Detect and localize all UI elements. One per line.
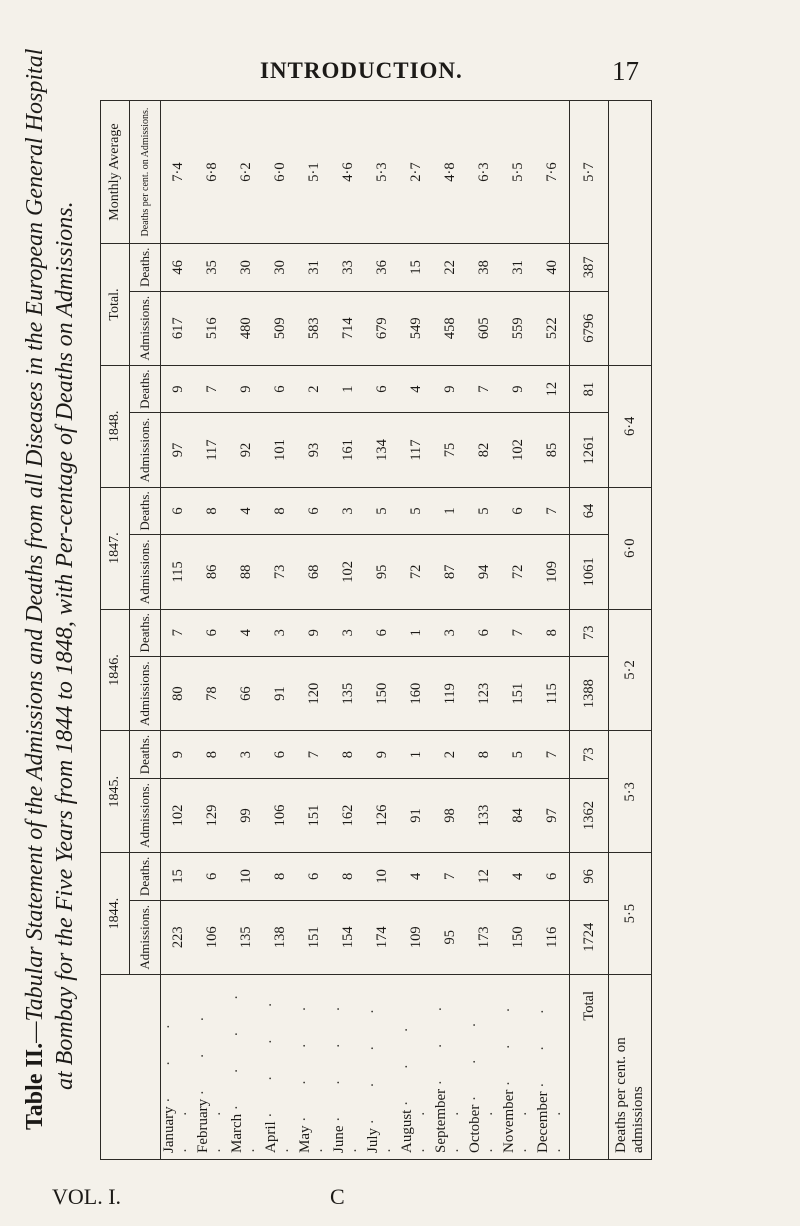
monthly-average-cell: 2·7 [399, 101, 433, 244]
table-label: Table II. [22, 1042, 48, 1130]
admissions-subheader: Admissions. [130, 900, 161, 974]
monthly-average-cell: 6·3 [467, 101, 501, 244]
deaths-1848-cell: 2 [297, 365, 331, 412]
deaths-1847-cell: 8 [195, 487, 229, 534]
monthly-average-total: 5·7 [570, 101, 609, 244]
percentage-1846: 5·2 [609, 609, 652, 731]
admissions-1846-total: 1388 [570, 656, 609, 730]
month-label [331, 975, 365, 1160]
deaths-1848-cell: 9 [229, 365, 263, 412]
leader-dots: · · · · · [467, 1008, 500, 1153]
admissions-subheader: Admissions. [130, 656, 161, 730]
admissions-1848-cell: 117 [195, 413, 229, 487]
deaths-1847-cell: 6 [501, 487, 535, 534]
admissions-1847-cell: 88 [229, 535, 263, 609]
admissions-1848-cell: 92 [229, 413, 263, 487]
admissions-1848-total: 1261 [570, 413, 609, 487]
deaths-1844-cell: 6 [297, 853, 331, 900]
admissions-1844-cell: 109 [399, 900, 433, 974]
admissions-1848-cell: 82 [467, 413, 501, 487]
deaths-1847-cell: 3 [331, 487, 365, 534]
table-row [467, 101, 501, 1160]
total-admissions-cell: 559 [501, 291, 535, 365]
percentage-row [609, 101, 652, 1160]
admissions-subheader: Admissions. [130, 778, 161, 852]
total-admissions-total: 6796 [570, 291, 609, 365]
deaths-1848-cell: 12 [535, 365, 570, 412]
deaths-1847-cell: 5 [399, 487, 433, 534]
admissions-1845-cell: 102 [161, 778, 196, 852]
month-column-header [101, 975, 161, 1160]
deaths-1847-cell: 4 [229, 487, 263, 534]
total-deaths-cell: 30 [229, 244, 263, 291]
footer-signature: C [330, 1184, 345, 1209]
leader-dots: · · · · · [433, 992, 466, 1153]
table-body [161, 101, 652, 1160]
deaths-subheader: Deaths. [130, 853, 161, 900]
admissions-1844-cell: 138 [263, 900, 297, 974]
deaths-1848-cell: 6 [365, 365, 399, 412]
deaths-1845-cell: 1 [399, 731, 433, 778]
admissions-1848-cell: 75 [433, 413, 467, 487]
leader-dots: · · · · · [535, 995, 568, 1153]
admissions-1846-cell: 135 [331, 656, 365, 730]
admissions-1845-cell: 133 [467, 778, 501, 852]
admissions-1846-cell: 66 [229, 656, 263, 730]
deaths-1846-cell: 6 [467, 609, 501, 656]
leader-dots: · · · · · [365, 995, 398, 1153]
monthly-average-cell: 7·4 [161, 101, 196, 244]
admissions-1847-cell: 95 [365, 535, 399, 609]
deaths-1846-cell: 7 [501, 609, 535, 656]
month-label [297, 975, 331, 1160]
leader-dots: · · · · · [229, 980, 262, 1153]
leader-dots: · · · · · [501, 993, 534, 1153]
leader-dots: · · · · · [195, 1002, 228, 1153]
table-row [331, 101, 365, 1160]
monthly-average-cell: 5·5 [501, 101, 535, 244]
deaths-1848-total: 81 [570, 365, 609, 412]
monthly-average-cell: 7·6 [535, 101, 570, 244]
deaths-1845-cell: 9 [365, 731, 399, 778]
table-caption [20, 30, 100, 1130]
total-admissions-cell: 458 [433, 291, 467, 365]
admissions-1847-cell: 72 [501, 535, 535, 609]
admissions-1847-cell: 94 [467, 535, 501, 609]
year-header: 1848. [101, 365, 130, 487]
admissions-1844-cell: 151 [297, 900, 331, 974]
admissions-subheader: Admissions. [130, 535, 161, 609]
total-deaths-cell: 30 [263, 244, 297, 291]
deaths-1845-cell: 8 [195, 731, 229, 778]
total-header: Total. [101, 244, 130, 366]
average-subheader: Deaths per cent. on Admissions. [130, 101, 161, 244]
deaths-1845-cell: 3 [229, 731, 263, 778]
month-name: November [501, 1089, 517, 1153]
deaths-1846-cell: 8 [535, 609, 570, 656]
admissions-1844-cell: 106 [195, 900, 229, 974]
percentage-label: Deaths per cent. on admissions [609, 975, 652, 1160]
rotated-table-wrapper [100, 100, 646, 1160]
total-admissions-cell: 583 [297, 291, 331, 365]
deaths-1848-cell: 1 [331, 365, 365, 412]
admissions-1848-cell: 134 [365, 413, 399, 487]
total-deaths-cell: 31 [297, 244, 331, 291]
admissions-1844-cell: 95 [433, 900, 467, 974]
deaths-subheader: Deaths. [130, 244, 161, 291]
admissions-1846-cell: 120 [297, 656, 331, 730]
admissions-1845-cell: 106 [263, 778, 297, 852]
deaths-1847-cell: 5 [467, 487, 501, 534]
admissions-1846-cell: 78 [195, 656, 229, 730]
table-row [229, 101, 263, 1160]
deaths-1848-cell: 9 [433, 365, 467, 412]
total-deaths-cell: 35 [195, 244, 229, 291]
admissions-1846-cell: 160 [399, 656, 433, 730]
table-row [433, 101, 467, 1160]
total-deaths-cell: 15 [399, 244, 433, 291]
admissions-1845-total: 1362 [570, 778, 609, 852]
year-header: 1845. [101, 731, 130, 853]
total-deaths-cell: 46 [161, 244, 196, 291]
deaths-1847-total: 64 [570, 487, 609, 534]
admissions-1844-cell: 150 [501, 900, 535, 974]
admissions-1848-cell: 102 [501, 413, 535, 487]
admissions-1845-cell: 151 [297, 778, 331, 852]
admissions-1847-cell: 109 [535, 535, 570, 609]
month-label [535, 975, 570, 1160]
table-row [399, 101, 433, 1160]
admissions-1845-cell: 98 [433, 778, 467, 852]
total-deaths-cell: 38 [467, 244, 501, 291]
total-admissions-cell: 480 [229, 291, 263, 365]
table-row [501, 101, 535, 1160]
admissions-1846-cell: 150 [365, 656, 399, 730]
month-name: June [331, 1125, 347, 1153]
running-title: INTRODUCTION. [260, 58, 463, 83]
table-row [535, 101, 570, 1160]
leader-dots: · · · · · [161, 1010, 194, 1153]
table-row [195, 101, 229, 1160]
total-admissions-cell: 617 [161, 291, 196, 365]
month-label [467, 975, 501, 1160]
month-name: October [467, 1104, 483, 1153]
admissions-1847-cell: 72 [399, 535, 433, 609]
admissions-1844-cell: 174 [365, 900, 399, 974]
month-label [365, 975, 399, 1160]
month-name: February [195, 1098, 211, 1153]
deaths-1846-cell: 3 [263, 609, 297, 656]
deaths-1845-cell: 5 [501, 731, 535, 778]
month-name: May [297, 1125, 313, 1153]
admissions-1844-total: 1724 [570, 900, 609, 974]
leader-dots: · · · · · [297, 992, 330, 1153]
deaths-1844-cell: 6 [195, 853, 229, 900]
deaths-1845-cell: 7 [297, 731, 331, 778]
admissions-1845-cell: 91 [399, 778, 433, 852]
total-deaths-cell: 31 [501, 244, 535, 291]
caption-line-1: —Tabular Statement of the Admissions and Deaths from all Diseases in the European General Hospital [22, 48, 48, 1043]
admissions-1847-cell: 68 [297, 535, 331, 609]
deaths-1848-cell: 6 [263, 365, 297, 412]
monthly-average-header: Monthly Average [101, 101, 130, 244]
deaths-1844-cell: 8 [331, 853, 365, 900]
admissions-1846-cell: 119 [433, 656, 467, 730]
deaths-1844-cell: 7 [433, 853, 467, 900]
admissions-1847-total: 1061 [570, 535, 609, 609]
total-admissions-cell: 516 [195, 291, 229, 365]
deaths-1846-cell: 1 [399, 609, 433, 656]
deaths-1848-cell: 4 [399, 365, 433, 412]
admissions-1847-cell: 115 [161, 535, 196, 609]
admissions-1848-cell: 97 [161, 413, 196, 487]
month-name: August [399, 1109, 415, 1153]
deaths-1847-cell: 6 [297, 487, 331, 534]
deaths-subheader: Deaths. [130, 609, 161, 656]
admissions-subheader: Admissions. [130, 413, 161, 487]
deaths-subheader: Deaths. [130, 487, 161, 534]
month-label [161, 975, 196, 1160]
monthly-average-cell: 4·6 [331, 101, 365, 244]
deaths-1844-cell: 6 [535, 853, 570, 900]
page-number: 17 [612, 56, 639, 86]
deaths-1846-cell: 4 [229, 609, 263, 656]
leader-dots: · · · · · [331, 992, 364, 1153]
month-label [195, 975, 229, 1160]
admissions-1848-cell: 101 [263, 413, 297, 487]
deaths-subheader: Deaths. [130, 731, 161, 778]
caption-line-2: at Bombay for the Five Years from 1844 to 1848, with Per-centage of Deaths on Admissions. [52, 201, 78, 1090]
admissions-1844-cell: 154 [331, 900, 365, 974]
admissions-1844-cell: 116 [535, 900, 570, 974]
monthly-average-cell: 5·3 [365, 101, 399, 244]
deaths-1844-cell: 8 [263, 853, 297, 900]
total-deaths-cell: 40 [535, 244, 570, 291]
month-name: April [263, 1121, 279, 1153]
leader-dots: · · · · · [263, 988, 296, 1153]
statistics-table [100, 100, 652, 1160]
deaths-1846-cell: 3 [331, 609, 365, 656]
monthly-average-cell: 6·0 [263, 101, 297, 244]
month-label [229, 975, 263, 1160]
deaths-1846-cell: 3 [433, 609, 467, 656]
percentage-1844: 5·5 [609, 853, 652, 975]
admissions-1844-cell: 173 [467, 900, 501, 974]
total-deaths-cell: 22 [433, 244, 467, 291]
admissions-1847-cell: 102 [331, 535, 365, 609]
total-admissions-cell: 509 [263, 291, 297, 365]
deaths-1845-cell: 6 [263, 731, 297, 778]
deaths-1847-cell: 1 [433, 487, 467, 534]
deaths-1848-cell: 9 [501, 365, 535, 412]
table-row [161, 101, 196, 1160]
admissions-1848-cell: 161 [331, 413, 365, 487]
month-label [399, 975, 433, 1160]
deaths-1845-cell: 7 [535, 731, 570, 778]
admissions-1846-cell: 115 [535, 656, 570, 730]
admissions-1847-cell: 87 [433, 535, 467, 609]
deaths-1848-cell: 9 [161, 365, 196, 412]
table-row [365, 101, 399, 1160]
month-label [501, 975, 535, 1160]
deaths-1844-cell: 4 [501, 853, 535, 900]
total-admissions-cell: 714 [331, 291, 365, 365]
deaths-1845-cell: 8 [467, 731, 501, 778]
deaths-1845-cell: 2 [433, 731, 467, 778]
admissions-1847-cell: 86 [195, 535, 229, 609]
deaths-1848-cell: 7 [195, 365, 229, 412]
admissions-1846-cell: 151 [501, 656, 535, 730]
admissions-1847-cell: 73 [263, 535, 297, 609]
month-label [433, 975, 467, 1160]
total-deaths-cell: 36 [365, 244, 399, 291]
admissions-1845-cell: 97 [535, 778, 570, 852]
deaths-1845-total: 73 [570, 731, 609, 778]
monthly-average-cell: 5·1 [297, 101, 331, 244]
total-deaths-cell: 33 [331, 244, 365, 291]
month-name: December [535, 1091, 551, 1153]
deaths-1846-cell: 9 [297, 609, 331, 656]
total-admissions-cell: 605 [467, 291, 501, 365]
deaths-1847-cell: 6 [161, 487, 196, 534]
monthly-average-cell: 6·8 [195, 101, 229, 244]
table-row [297, 101, 331, 1160]
admissions-1846-cell: 80 [161, 656, 196, 730]
total-admissions-cell: 549 [399, 291, 433, 365]
deaths-1846-cell: 6 [365, 609, 399, 656]
year-header: 1844. [101, 853, 130, 975]
admissions-1846-cell: 91 [263, 656, 297, 730]
admissions-1845-cell: 126 [365, 778, 399, 852]
admissions-1844-cell: 223 [161, 900, 196, 974]
total-label: Total [570, 975, 609, 1160]
admissions-1848-cell: 93 [297, 413, 331, 487]
deaths-1844-cell: 10 [229, 853, 263, 900]
deaths-1847-cell: 5 [365, 487, 399, 534]
deaths-1844-total: 96 [570, 853, 609, 900]
deaths-1847-cell: 8 [263, 487, 297, 534]
admissions-1845-cell: 84 [501, 778, 535, 852]
admissions-1844-cell: 135 [229, 900, 263, 974]
deaths-1845-cell: 9 [161, 731, 196, 778]
deaths-1846-cell: 6 [195, 609, 229, 656]
monthly-average-cell: 6·2 [229, 101, 263, 244]
year-header: 1846. [101, 609, 130, 731]
admissions-1845-cell: 99 [229, 778, 263, 852]
deaths-1844-cell: 4 [399, 853, 433, 900]
deaths-1844-cell: 15 [161, 853, 196, 900]
total-admissions-cell: 679 [365, 291, 399, 365]
percentage-1845: 5·3 [609, 731, 652, 853]
deaths-1846-cell: 7 [161, 609, 196, 656]
total-deaths-total: 387 [570, 244, 609, 291]
page-header [0, 0, 800, 90]
admissions-1848-cell: 85 [535, 413, 570, 487]
percentage-1848: 6·4 [609, 365, 652, 487]
total-admissions-cell: 522 [535, 291, 570, 365]
admissions-1845-cell: 129 [195, 778, 229, 852]
deaths-1846-total: 73 [570, 609, 609, 656]
totals-row [570, 101, 609, 1160]
deaths-subheader: Deaths. [130, 365, 161, 412]
leader-dots: · · · · · [399, 1013, 432, 1153]
monthly-average-cell: 4·8 [433, 101, 467, 244]
admissions-1845-cell: 162 [331, 778, 365, 852]
percentage-1847: 6·0 [609, 487, 652, 609]
deaths-1847-cell: 7 [535, 487, 570, 534]
admissions-subheader: Admissions. [130, 291, 161, 365]
footer-volume: VOL. I. [52, 1184, 122, 1209]
admissions-1846-cell: 123 [467, 656, 501, 730]
deaths-1845-cell: 8 [331, 731, 365, 778]
percentage-empty-cell [609, 101, 652, 366]
month-label [263, 975, 297, 1160]
deaths-1844-cell: 10 [365, 853, 399, 900]
deaths-1844-cell: 12 [467, 853, 501, 900]
table-row [263, 101, 297, 1160]
month-name: September [433, 1088, 449, 1153]
year-header-row [101, 101, 130, 1160]
month-name: March [229, 1113, 245, 1153]
month-name: January [161, 1106, 177, 1153]
month-name: July [365, 1127, 381, 1153]
admissions-1848-cell: 117 [399, 413, 433, 487]
deaths-1848-cell: 7 [467, 365, 501, 412]
year-header: 1847. [101, 487, 130, 609]
